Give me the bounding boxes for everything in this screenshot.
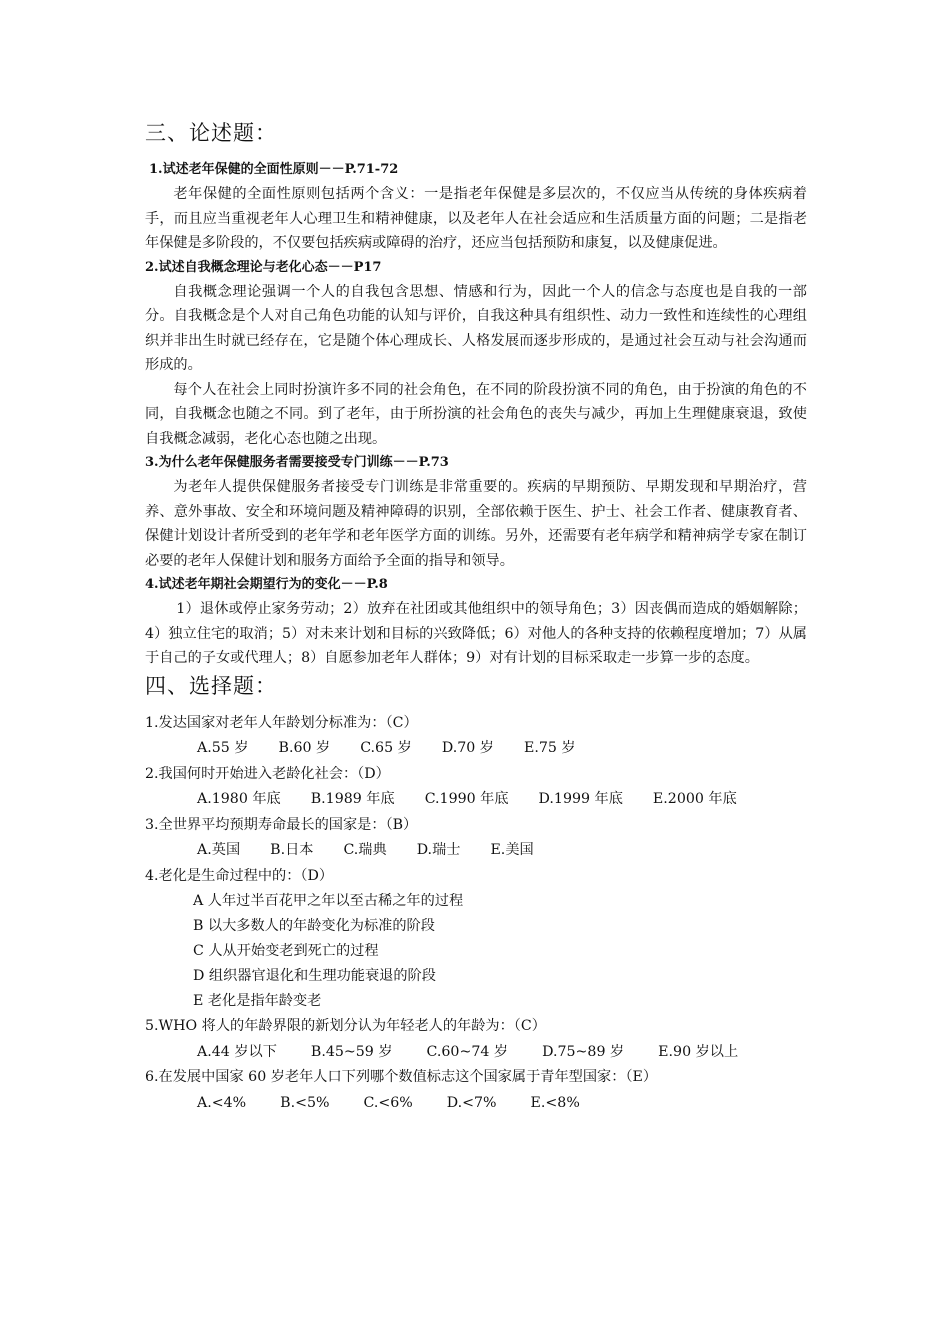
- section-title-essay: 三、论述题：: [145, 121, 277, 145]
- option: A.44 岁以下: [197, 1043, 277, 1060]
- choice-question-5: [145, 1014, 807, 1065]
- essay-question-title: 1.试述老年保健的全面性原则－－P.71-72: [149, 162, 399, 177]
- option: A.<4%: [197, 1094, 247, 1111]
- question-text: 5.WHO 将人的年龄界限的新划分认为年轻老人的年龄为：（C）: [145, 1018, 546, 1034]
- essay-answer-paragraph: 老年保健的全面性原则包括两个含义：一是指老年保健是多层次的，不仅应当从传统的身体疾病着手，而且应当重视老年人心理卫生和精神健康，以及老年人在社会适应和生活质量方面的问题；二是指老年保健是多阶段的，不仅要包括疾病或障碍的治疗，还应当包括预防和康复，以及健康促进。: [145, 186, 807, 251]
- option: C.60~74 岁: [426, 1043, 509, 1060]
- option: E.<8%: [530, 1094, 580, 1111]
- question-text: 4.老化是生命过程中的：（D）: [145, 867, 334, 884]
- choice-question-4: [145, 864, 807, 1015]
- choice-question-6: [145, 1065, 807, 1116]
- option: C.65 岁: [360, 740, 412, 756]
- option: C 人从开始变老到死亡的过程: [193, 943, 379, 959]
- option: E 老化是指年龄变老: [193, 993, 322, 1009]
- option: C.1990 年底: [424, 791, 509, 807]
- option: C.瑞典: [343, 842, 387, 858]
- option: D.75~89 岁: [542, 1043, 625, 1060]
- question-text: 1.发达国家对老年人年龄划分标准为：（C）: [145, 714, 418, 731]
- option: D.<7%: [446, 1094, 497, 1111]
- option: A.英国: [197, 842, 241, 858]
- option: E.2000 年底: [652, 791, 737, 807]
- essay-item-3: [145, 451, 807, 573]
- essay-answer-paragraph: 每个人在社会上同时扮演许多不同的社会角色，在不同的阶段扮演不同的角色，由于扮演的角色的不同，自我概念也随之不同。到了老年，由于所扮演的社会角色的丧失与减少，再加上生理健康衰退，致使自我概念减弱，老化心态也随之出现。: [145, 381, 807, 447]
- option: B.45~59 岁: [310, 1043, 393, 1060]
- essay-item-2: [145, 256, 807, 452]
- choice-question-1: [145, 711, 807, 762]
- option: B.1989 年底: [310, 791, 395, 807]
- option-row: [145, 1040, 807, 1066]
- essay-answer-paragraph: 为老年人提供保健服务者接受专门训练是非常重要的。疾病的早期预防、早期发现和早期治疗，营养、意外事故、安全和环境问题及精神障碍的识别，全部依赖于医生、护士、社会工作者、健康教育者、保健计划设计者所受到的老年学和老年医学方面的训练。另外，还需要有老年病学和精神病学专家在制订必要的老年人保健计划和服务方面给予全面的指导和领导。: [145, 479, 807, 569]
- option: E.75 岁: [523, 740, 576, 756]
- essay-item-4: [145, 573, 807, 671]
- option: D.1999 年底: [538, 791, 623, 807]
- option: B.60 岁: [278, 740, 331, 756]
- option: E.90 岁以上: [658, 1043, 739, 1060]
- option: B.日本: [270, 842, 314, 858]
- option: D.瑞士: [416, 842, 461, 858]
- option: A.55 岁: [197, 740, 249, 756]
- option: B.<5%: [280, 1094, 330, 1111]
- essay-question-title: 3.为什么老年保健服务者需要接受专门训练－－P.73: [145, 455, 449, 470]
- option: A.1980 年底: [197, 791, 281, 807]
- option: B 以大多数人的年龄变化为标准的阶段: [193, 918, 435, 934]
- option: D 组织器官退化和生理功能衰退的阶段: [193, 968, 436, 984]
- essay-question-title: 4.试述老年期社会期望行为的变化－－P.8: [145, 577, 388, 592]
- document-page: [145, 118, 807, 1116]
- option-row: [145, 736, 807, 762]
- essay-answer-paragraph: 1）退休或停止家务劳动；2）放弃在社团或其他组织中的领导角色；3）因丧偶而造成的婚姻解除；4）独立住宅的取消；5）对未来计划和目标的兴致降低；6）对他人的各种支持的依赖程度增加；7）从属于自己的子女或代理人；8）自愿参加老年人群体；9）对有计划的目标采取走一步算一步的态度。: [145, 601, 807, 666]
- question-text: 2.我国何时开始进入老龄化社会：（D）: [145, 765, 390, 782]
- option: A 人年过半百花甲之年以至古稀之年的过程: [193, 893, 464, 909]
- choice-question-3: [145, 813, 807, 864]
- essay-answer-paragraph: 自我概念理论强调一个人的自我包含思想、情感和行为，因此一个人的信念与态度也是自我的一部分。自我概念是个人对自己角色功能的认知与评价，自我这种具有组织性、动力一致性和连续性的心理组织并非出生时就已经存在，它是随个体心理成长、人格发展而逐步形成的，是通过社会互动与社会沟通而形成的。: [145, 283, 807, 373]
- option: E.美国: [490, 842, 534, 858]
- question-text: 6.在发展中国家 60 岁老年人口下列哪个数值标志这个国家属于青年型国家：（E）: [145, 1069, 658, 1085]
- option-row: [145, 1091, 807, 1117]
- essay-question-title: 2.试述自我概念理论与老化心态－－P17: [145, 259, 382, 275]
- option: D.70 岁: [441, 740, 494, 756]
- option-row: [145, 838, 807, 864]
- choice-question-2: [145, 762, 807, 813]
- essay-item-1: [145, 158, 807, 256]
- option-row: [145, 787, 807, 813]
- question-text: 3.全世界平均预期寿命最长的国家是：（B）: [145, 816, 418, 833]
- option: C.<6%: [363, 1094, 413, 1111]
- section-title-choice: 四、选择题：: [145, 673, 277, 698]
